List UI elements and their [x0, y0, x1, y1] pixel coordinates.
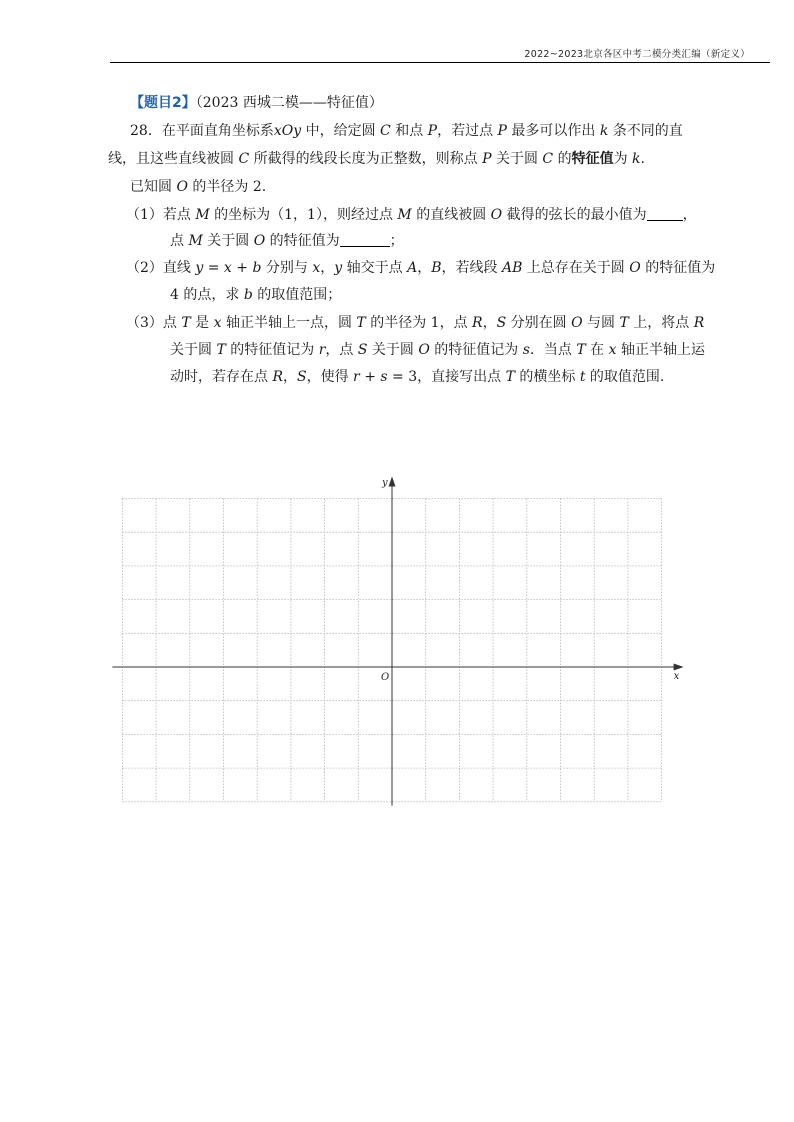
problem-tag: 【题目2】 — [130, 95, 196, 111]
problem-source: （2023 西城二模——特征值） — [195, 95, 383, 111]
question-1-line-1: （1）若点 M 的坐标为（1，1），则经过点 M 的直线被圆 O 截得的弦长的最小值为 ， — [126, 207, 697, 223]
origin-label: O — [381, 672, 390, 683]
question-1-line-2: 点 M 关于圆 O 的特征值为 ； — [170, 233, 404, 249]
question-3-line-2: 关于圆 T 的特征值记为 r，点 S 关于圆 O 的特征值记为 s．当点 T 在 x 轴正半轴上运 — [170, 342, 705, 358]
term-characteristic-value: 特征值 — [571, 151, 614, 167]
y-axis-label: y — [382, 477, 388, 489]
header-title: 2022~2023北京各区中考二模分类汇编（新定义） — [524, 49, 750, 60]
x-axis-label: x — [673, 671, 680, 682]
question-3-line-1: （3）点 T 是 x 轴正半轴上一点，圆 T 的半径为 1，点 R，S 分别在圆 O 与圆 T 上，将点 R — [126, 315, 705, 331]
question-2-line-2: 4 的点，求 b 的取值范围； — [170, 287, 342, 303]
problem-line-3: 已知圆 O 的半径为 2. — [130, 179, 267, 195]
question-3-line-3: 动时，若存在点 R，S，使得 r + s = 3，直接写出点 T 的横坐标 t 的取值范围. — [170, 369, 665, 385]
x-axis-arrow — [674, 664, 684, 671]
y-axis-arrow — [389, 477, 396, 487]
problem-line-1: 28．在平面直角坐标系xOy 中，给定圆 C 和点 P，若过点 P 最多可以作出 k 条不同的直 — [130, 123, 683, 139]
question-2-line-1: （2）直线 y = x + b 分别与 x，y 轴交于点 A，B，若线段 AB 上总存在关于圆 O 的特征值为 — [126, 260, 716, 276]
problem-line-2: 线，且这些直线被圆 C 所截得的线段长度为正整数，则称点 P 关于圆 C 的特征值为 k. — [108, 151, 645, 167]
